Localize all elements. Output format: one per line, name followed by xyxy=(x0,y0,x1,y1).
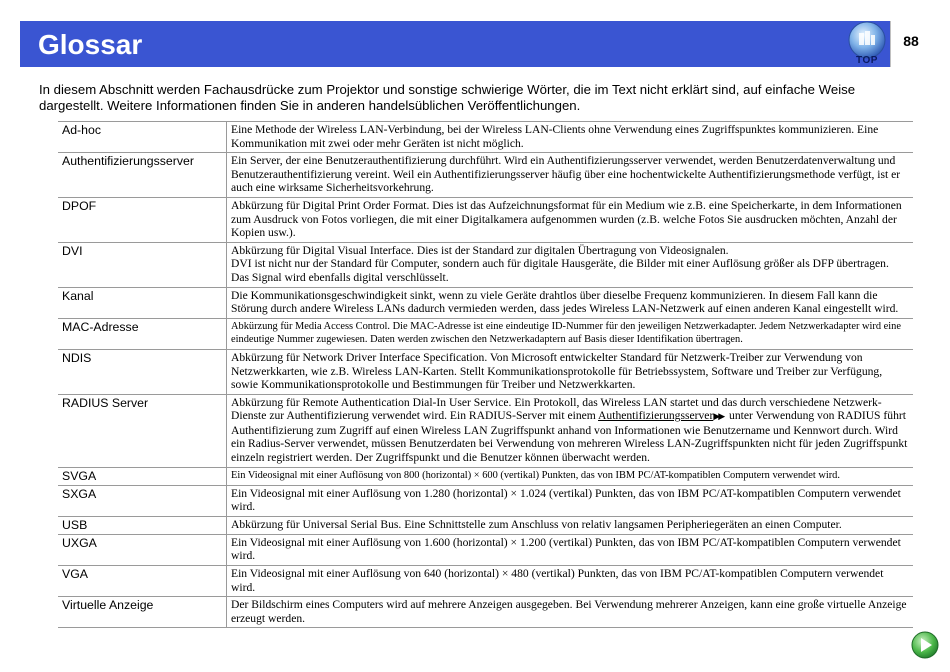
glossary-term: DPOF xyxy=(58,197,227,242)
table-row xyxy=(58,516,913,534)
table-row xyxy=(58,467,913,485)
table-row xyxy=(58,394,913,467)
glossary-term: VGA xyxy=(58,566,227,597)
authentifizierungsserver-link[interactable]: Authentifizierungsserver xyxy=(598,409,714,423)
glossary-term: Authentifizierungsserver xyxy=(58,153,227,198)
link-arrow-icon[interactable]: ▶▶ xyxy=(713,411,724,422)
table-row xyxy=(58,122,913,153)
glossary-definition: Abkürzung für Network Driver Interface Specification. Von Microsoft entwickelter Standard für Netzwerk-Treiber zur Verwendung von Netzwerkkarten, wie z.B. Wireless LAN-Karten. Stellt Kommunikationsprotokolle für Betriebssystem, Software und Treiber zur Verfügung, sowie Kommunikationsprotokolle und Bestimmungen für Treiber und Netzwerkkarten. xyxy=(227,349,914,394)
glossary-definition xyxy=(227,242,914,287)
page-number: 88 xyxy=(903,33,919,49)
glossary-term: NDIS xyxy=(58,349,227,394)
definition-line: Abkürzung für Digital Visual Interface. Dies ist der Standard zur digitalen Übertragung von Videosignalen. xyxy=(231,243,729,257)
glossary-definition: Die Kommunikationsgeschwindigkeit sinkt, wenn zu viele Geräte drahtlos über dieselbe Frequenz kommunizieren. In diesem Fall kann die Störung durch andere Wireless LANs dadurch vermieden werden, dass jedes Wireless LAN-Netzwerk auf einen anderen Kanal eingestellt wird. xyxy=(227,287,914,318)
table-row xyxy=(58,242,913,287)
glossary-term: SXGA xyxy=(58,485,227,516)
next-page-button[interactable] xyxy=(911,631,939,659)
definition-text: Abkürzung für Remote Authentication Dial-In User Service. Ein Protokoll, das Wireless LAN startet und das durch verschiedene Netzwerk-Dienste zur Authentifizierung verwendet wird. Ein RADIUS-Server mit einem xyxy=(231,395,882,423)
globe-top-icon xyxy=(845,19,889,59)
glossary-definition: Abkürzung für Digital Print Order Format. Dies ist das Aufzeichnungsformat für ein Medium wie z.B. eine Speicherkarte, in dem Informationen zum Ausdruck von Fotos vorliegen, die mit einer Digitalkamera aufgenommen wurden (z.B. welche Fotos Sie ausdrucken möchten, Anzahl der Kopien usw.). xyxy=(227,197,914,242)
glossary-term: SVGA xyxy=(58,467,227,485)
page-number-box xyxy=(890,21,931,67)
glossary-term: USB xyxy=(58,516,227,534)
glossary-term: MAC-Adresse xyxy=(58,318,227,349)
glossary-definition: Ein Videosignal mit einer Auflösung von 800 (horizontal) × 600 (vertikal) Punkten, das von IBM PC/AT-kompatiblen Computern verwendet wird. xyxy=(227,467,914,485)
table-row xyxy=(58,485,913,516)
glossary-definition: Ein Videosignal mit einer Auflösung von 640 (horizontal) × 480 (vertikal) Punkten, das von IBM PC/AT-kompatiblen Computern verwendet wird. xyxy=(227,566,914,597)
glossary-definition: Abkürzung für Media Access Control. Die MAC-Adresse ist eine eindeutige ID-Nummer für den jeweiligen Netzwerkadapter. Jedem Netzwerkadapter wird eine eindeutige Nummer zugewiesen. Daten werden zwischen den Netzwerkadaptern auf Basis dieser Identifikation übertragen. xyxy=(227,318,914,349)
table-row xyxy=(58,566,913,597)
table-row xyxy=(58,534,913,565)
top-label: TOP xyxy=(856,55,878,66)
intro-text: In diesem Abschnitt werden Fachausdrücke zum Projektor und sonstige schwierige Wörter, die im Text nicht erklärt sind, auf einfache Weise dargestellt. Weitere Informationen finden Sie in anderen handelsüblichen Veröffentlichungen. xyxy=(39,82,856,113)
table-row xyxy=(58,349,913,394)
table-row xyxy=(58,318,913,349)
glossary-table xyxy=(58,121,913,628)
glossary-definition: Ein Videosignal mit einer Auflösung von 1.280 (horizontal) × 1.024 (vertikal) Punkten, das von IBM PC/AT-kompatiblen Computern verwendet wird. xyxy=(227,485,914,516)
glossary-term: UXGA xyxy=(58,534,227,565)
glossary-term: RADIUS Server xyxy=(58,394,227,467)
page-title: Glossar xyxy=(38,29,143,60)
table-row xyxy=(58,287,913,318)
glossary-definition: Ein Server, der eine Benutzerauthentifizierung durchführt. Wird ein Authentifizierungsserver verwendet, werden Benutzerdatenverwaltung und Benutzerauthentifizierung vereint. Weil ein Authentifizierungsserver häufig über eine hochentwickelte Authentifizierungsmethode verfügt, ist er auch eine wirksame Sicherheitsvorkehrung. xyxy=(227,153,914,198)
glossary-term: Kanal xyxy=(58,287,227,318)
header-bar xyxy=(20,21,930,67)
definition-line: DVI ist nicht nur der Standard für Computer, sondern auch für digitale Hausgeräte, die Bilder mit einer Auflösung größer als DFP übertragen. Das Signal wird ebenfalls digital verschlüsselt. xyxy=(231,257,889,284)
glossary-term: DVI xyxy=(58,242,227,287)
glossary-definition: Eine Methode der Wireless LAN-Verbindung, bei der Wireless LAN-Clients ohne Verwendung eines Zugriffspunktes kommunizieren. Eine Kommunikation mit zwei oder mehr Geräten ist nicht möglich. xyxy=(227,122,914,153)
glossary-definition: Abkürzung für Universal Serial Bus. Eine Schnittstelle zum Anschluss von relativ langsamen Peripheriegeräten an einen Computer. xyxy=(227,516,914,534)
table-row xyxy=(58,197,913,242)
top-button[interactable] xyxy=(845,19,889,67)
table-row xyxy=(58,597,913,628)
glossary-term: Ad-hoc xyxy=(58,122,227,153)
definition-text: unter Verwendung von RADIUS führt Authentifizierung zum Zugriff auf einen Wireless LAN Zugriffspunkt anhand von Informationen wie Benutzername und Kennwort durch. Wird ein Radius-Server verwendet, müssen Benutzerdaten bei Verwendung von mehreren Wireless LAN-Zugriffspunkten nicht für jeden Zugriffspunkt einzeln registriert werden. Der Zugriffspunkt und die Benutzer können überwacht werden. xyxy=(231,409,908,465)
table-row xyxy=(58,153,913,198)
glossary-definition: Ein Videosignal mit einer Auflösung von 1.600 (horizontal) × 1.200 (vertikal) Punkten, das von IBM PC/AT-kompatiblen Computern verwendet wird. xyxy=(227,534,914,565)
glossary-definition xyxy=(227,394,914,467)
glossary-term: Virtuelle Anzeige xyxy=(58,597,227,628)
glossary-definition: Der Bildschirm eines Computers wird auf mehrere Anzeigen ausgegeben. Bei Verwendung mehrerer Anzeigen, kann eine große virtuelle Anzeige erzeugt werden. xyxy=(227,597,914,628)
next-arrow-icon xyxy=(911,631,939,659)
